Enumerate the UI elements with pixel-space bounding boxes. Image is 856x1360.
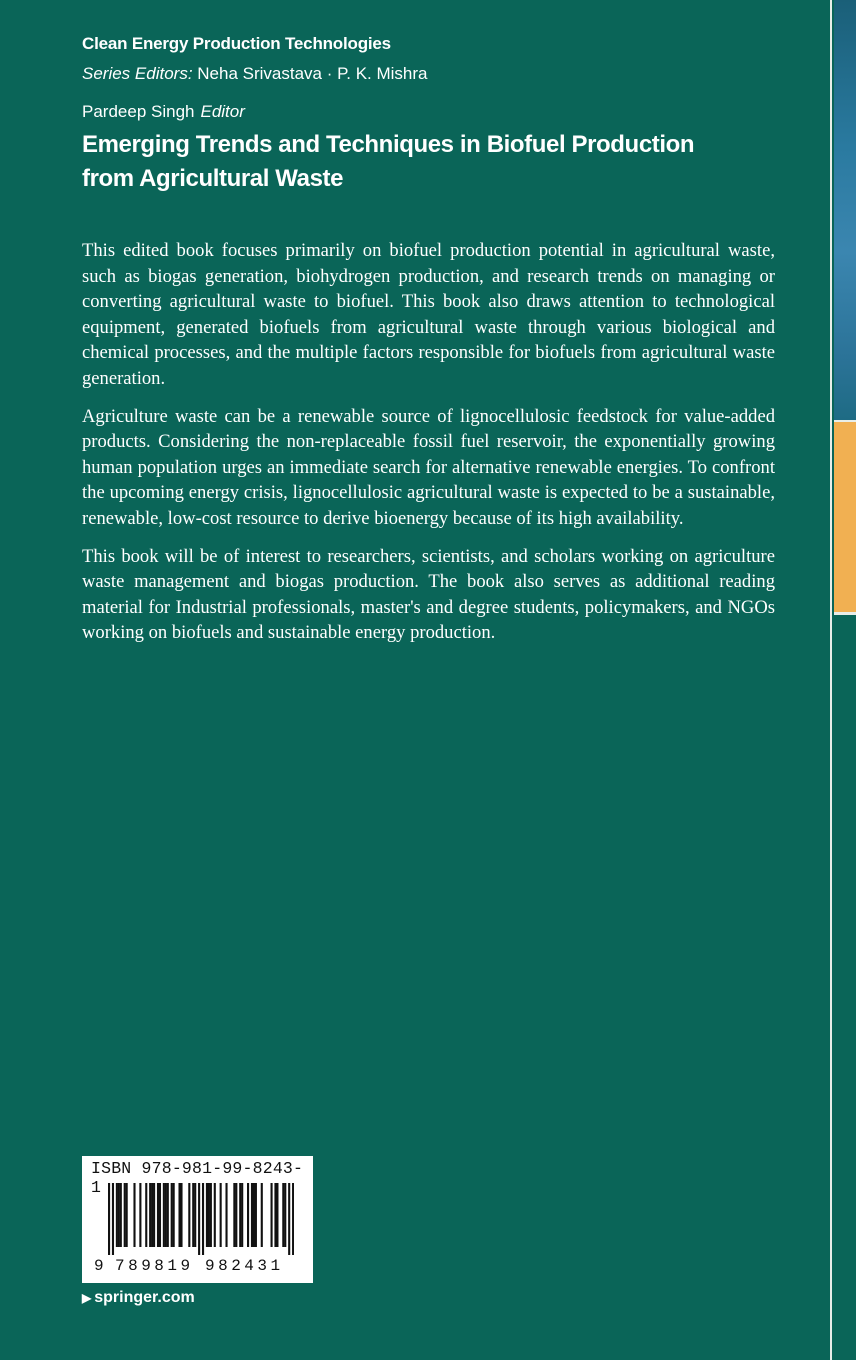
barcode-bar (173, 1183, 175, 1247)
barcode-bar (208, 1183, 210, 1247)
spine-divider (830, 0, 832, 1360)
barcode-digits-left: 789819 (115, 1257, 194, 1275)
barcode-bar (157, 1183, 159, 1247)
book-title (82, 128, 702, 196)
barcode-bar (180, 1183, 182, 1247)
book-title-line: from Agricultural Waste (82, 165, 344, 192)
series-title: Clean Energy Production Technologies (82, 34, 391, 53)
barcode-bar (192, 1183, 194, 1247)
book-title-line: Emerging Trends and Techniques in Biofuel Production (82, 131, 695, 158)
barcode-bar (241, 1183, 243, 1247)
barcode-bar (284, 1183, 286, 1247)
barcode-bar (118, 1183, 120, 1247)
barcode-bar (282, 1183, 284, 1247)
barcode-bars (108, 1183, 294, 1255)
barcode-bar (151, 1183, 153, 1247)
barcode-bar (163, 1183, 165, 1247)
barcode-bar (261, 1183, 263, 1247)
barcode-bar (220, 1183, 222, 1247)
barcode-bar (214, 1183, 216, 1247)
editor-name: Pardeep Singh (82, 102, 195, 121)
barcode-bar (188, 1183, 190, 1247)
barcode-bar (178, 1183, 180, 1247)
barcode-bar (210, 1183, 212, 1247)
blurb (82, 238, 775, 658)
barcode-bar (292, 1183, 294, 1255)
barcode-bar (149, 1183, 151, 1247)
barcode-bar (167, 1183, 169, 1247)
barcode-digits-right: 982431 (205, 1257, 284, 1275)
barcode-bar (239, 1183, 241, 1247)
barcode-bar (194, 1183, 196, 1247)
spine-blue-band (834, 0, 856, 420)
blurb-paragraph: Agriculture waste can be a renewable source of lignocellulosic feedstock for value-added products. Considering the non-replaceable fossil fuel reservoir, the exponentially growing human population urges an immediate search for alternative renewable energies. To confront the upcoming energy crisis, lignocellulosic agricultural waste is expected to be a sustainable, renewable, low-cost resource to derive bioenergy because of its high availability. (82, 405, 775, 529)
barcode-bar (276, 1183, 278, 1247)
barcode-bar (233, 1183, 235, 1247)
series-editors-names: Neha Srivastava · P. K. Mishra (197, 64, 428, 83)
barcode-bar (145, 1183, 147, 1247)
isbn-label: ISBN 978-981-99-8243-1 (91, 1159, 304, 1197)
barcode-bar (171, 1183, 173, 1247)
blurb-paragraph: This book will be of interest to researchers, scientists, and scholars working on agriculture waste management and biogas production. The book also serves as additional reading material for Industrial professionals, master's and degree students, policymakers, and NGOs working on biofuels and sustainable energy production. (82, 545, 775, 644)
barcode-bar (126, 1183, 128, 1247)
isbn-barcode (82, 1156, 313, 1283)
barcode-bar (225, 1183, 227, 1247)
barcode-bar (235, 1183, 237, 1247)
series-editors (82, 64, 428, 84)
barcode-bar (288, 1183, 290, 1255)
barcode-bar (116, 1183, 118, 1247)
barcode-bar (247, 1183, 249, 1247)
barcode-bar (159, 1183, 161, 1247)
barcode-bar (133, 1183, 135, 1247)
barcode-bar (253, 1183, 255, 1247)
barcode-bar (120, 1183, 122, 1247)
barcode-bar (153, 1183, 155, 1247)
triangle-right-icon: ▶ (82, 1291, 92, 1305)
barcode-bar (139, 1183, 141, 1247)
barcode-bar (165, 1183, 167, 1247)
barcode-bar (198, 1183, 200, 1255)
publisher-url: springer.com (94, 1289, 195, 1306)
blurb-paragraph: This edited book focuses primarily on biofuel production potential in agricultural waste, such as biogas generation, biohydrogen production, and research trends on managing or converting agricultural waste to biofuel. This book also draws attention to technological equipment, generated biofuels from agricultural waste through various biological and chemical processes, and the multiple factors responsible for biofuels from agricultural waste generation. (82, 240, 775, 389)
barcode-bar (108, 1183, 110, 1255)
barcode-bar (202, 1183, 204, 1255)
spine-green-band (834, 615, 856, 1360)
editor-role: Editor (200, 102, 245, 121)
barcode-bar (124, 1183, 126, 1247)
series-editors-label: Series Editors: (82, 64, 193, 83)
barcode-bar (271, 1183, 273, 1247)
barcode-bar (255, 1183, 257, 1247)
spine-orange-band (834, 422, 856, 612)
barcode-bar (112, 1183, 114, 1255)
barcode-bar (206, 1183, 208, 1247)
publisher-link[interactable] (82, 1289, 195, 1307)
barcode-bar (251, 1183, 253, 1247)
editor-credit (82, 102, 245, 122)
barcode-digit-lead: 9 (94, 1257, 104, 1275)
barcode-bar (274, 1183, 276, 1247)
